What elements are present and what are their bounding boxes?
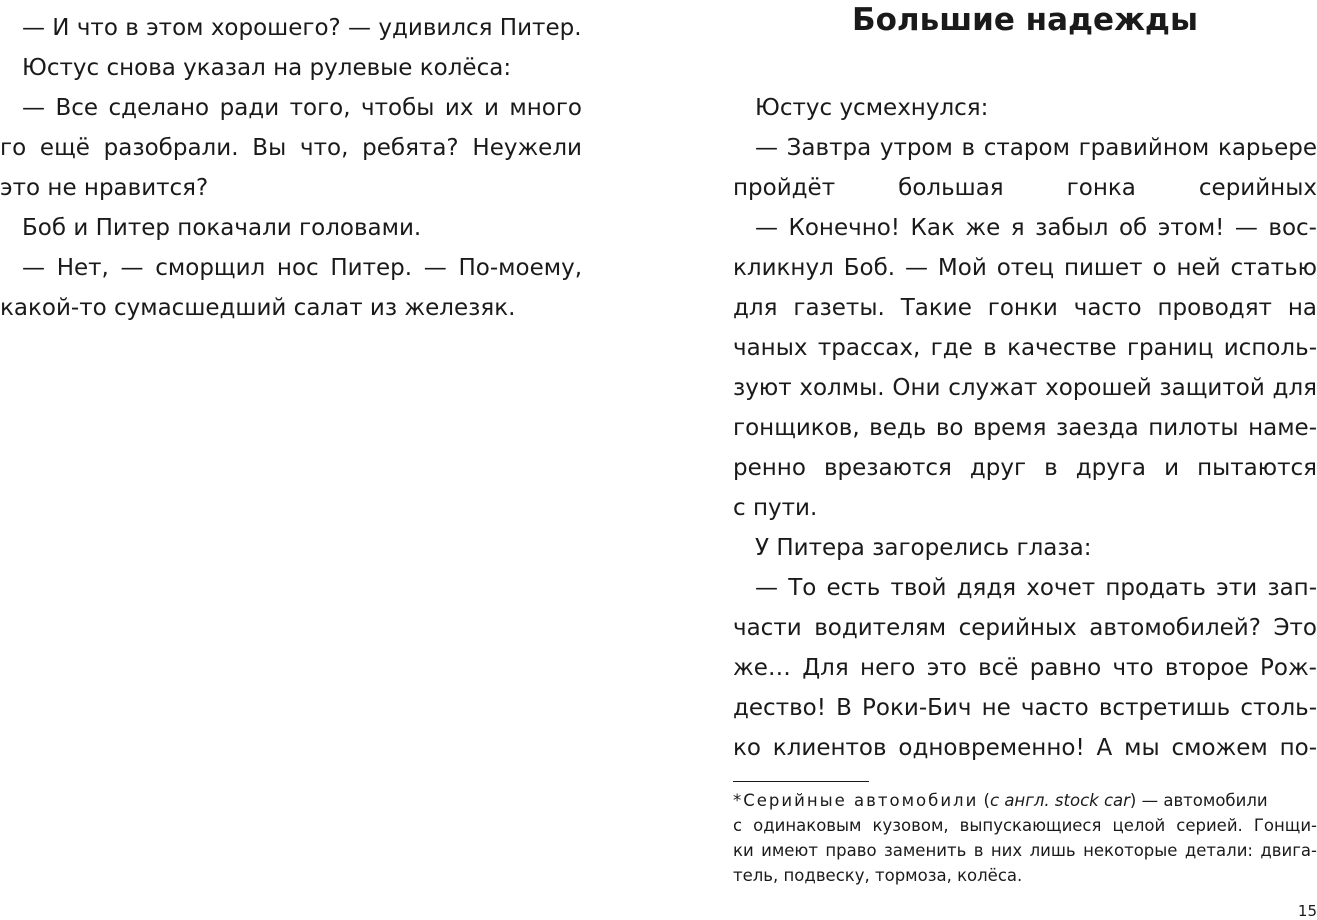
left-line-2: Юстус снова указал на рулевые колёса: [22, 55, 512, 81]
page-number: 15 [1297, 902, 1317, 920]
right-line-9: гонщиков, ведь во время заезда пилоты наме- [733, 415, 1317, 441]
right-line-11: с пути. [733, 495, 818, 521]
left-line-4: го ещё разобрали. Вы что, ребята? Неужели [0, 135, 582, 161]
left-line-8: какой-то сумасшедший салат из железяк. [0, 295, 516, 321]
left-line-6: Боб и Питер покачали головами. [22, 215, 422, 241]
left-line-5: это не нравится? [0, 175, 209, 201]
left-line-3: — Все сделано ради того, чтобы их и много [22, 95, 582, 121]
right-line-6: для газеты. Такие гонки часто проводят на [733, 295, 1317, 321]
footnote-line-4: тель, подвеску, тормоза, колёса. [733, 866, 1023, 885]
footnote-source: с англ. stock car [990, 791, 1130, 810]
right-line-1: Юстус усмехнулся: [755, 95, 989, 121]
footnote-rest: ) — автомобили [1129, 791, 1268, 810]
right-line-13: — То есть твой дядя хочет продать эти зап- [755, 575, 1317, 601]
right-line-16: дество! В Роки-Бич не часто встретишь столь- [733, 695, 1317, 721]
footnote-line-1 [733, 788, 1317, 813]
footnote-line-3: ки имеют право заменить в них лишь некоторые детали: двига- [733, 841, 1317, 860]
right-line-8: зуют холмы. Они служат хорошей защитой для [733, 375, 1317, 401]
footnote-divider [733, 781, 869, 782]
right-line-12: У Питера загорелись глаза: [755, 535, 1092, 561]
right-line-5: кликнул Боб. — Мой отец пишет о ней статью [733, 255, 1317, 281]
left-line-7: — Нет, — сморщил нос Питер. — По-моему, [22, 255, 582, 281]
right-line-3: пройдёт большая гонка серийных [733, 175, 1317, 201]
right-line-10: ренно врезаются друг в друга и пытаются [733, 455, 1317, 481]
footnote-open: ( [978, 791, 990, 810]
right-line-17: ко клиентов одновременно! А мы сможем по- [733, 735, 1317, 761]
right-line-7: чаных трассах, где в качестве границ исполь- [733, 335, 1317, 361]
right-line-15: же… Для него это всё равно что второе Рож- [733, 655, 1317, 681]
right-line-4: — Конечно! Как же я забыл об этом! — вос- [755, 215, 1317, 241]
left-line-1: — И что в этом хорошего? — удивился Питер. [22, 15, 582, 41]
right-line-2: — Завтра утром в старом гравийном карьере [755, 135, 1317, 161]
chapter-heading: Большие надежды [851, 2, 1198, 38]
footnote-line-2: с одинаковым кузовом, выпускающиеся целой серией. Гонщи- [733, 816, 1317, 835]
right-line-14: части водителям серийных автомобилей? Это [733, 615, 1317, 641]
footnote-term: *Серийные автомобили [733, 791, 979, 810]
